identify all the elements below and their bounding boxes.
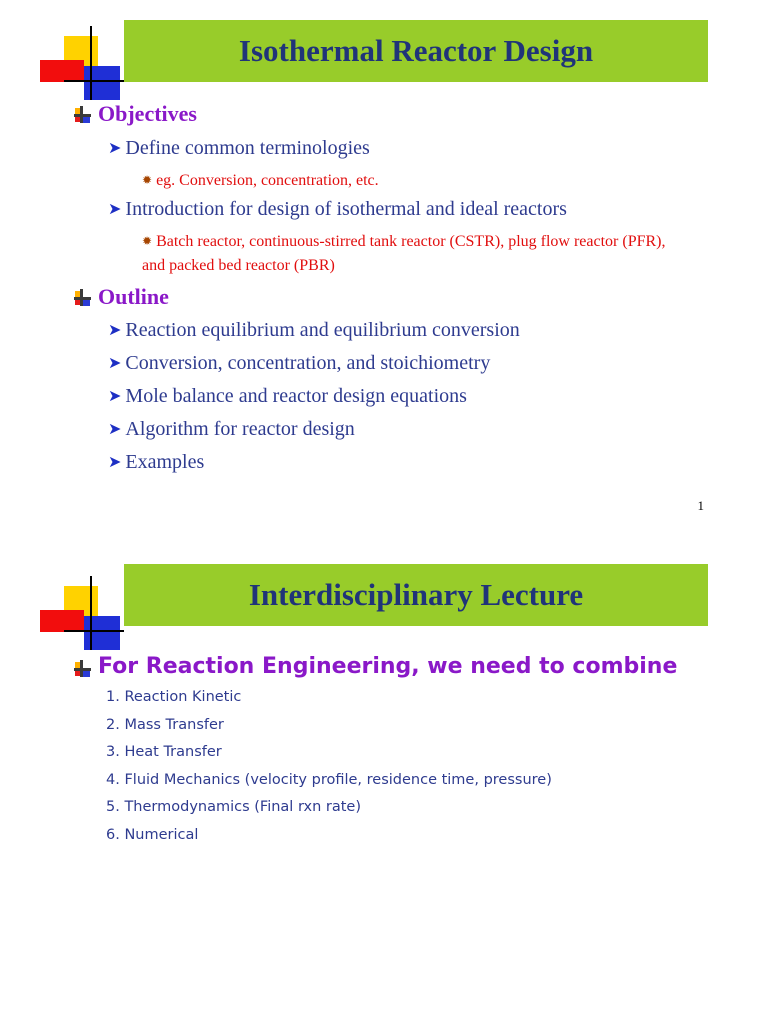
list-item: 6. Numerical — [106, 826, 199, 843]
page-number: 1 — [697, 498, 704, 513]
slide-title-text: Interdisciplinary Lecture — [248, 577, 584, 612]
outline-item-5: ➤ Examples — [108, 451, 205, 473]
mondrian-bullet-icon — [74, 106, 92, 124]
mondrian-bullet-icon — [74, 660, 92, 678]
arrow-right-icon: ➤ — [108, 355, 122, 372]
outline-item-4: ➤ Algorithm for reactor design — [108, 418, 355, 440]
mondrian-logo-icon — [38, 570, 128, 650]
mondrian-bullet-icon — [74, 289, 92, 307]
arrow-right-icon: ➤ — [108, 388, 122, 405]
objective-item-1: ➤ Define common terminologies — [108, 137, 370, 159]
outline-heading: Outline — [98, 284, 169, 309]
burst-star-icon: ✹ — [142, 173, 153, 187]
section-heading: For Reaction Engineering, we need to combine — [98, 654, 678, 679]
objective-sub-1: ✹ eg. Conversion, concentration, etc. — [142, 169, 379, 193]
slide-2 — [0, 550, 768, 1024]
list-item: 3. Heat Transfer — [106, 744, 222, 760]
objective-item-2: ➤ Introduction for design of isothermal and ideal reactors — [108, 198, 567, 220]
numbered-list — [106, 684, 552, 849]
arrow-right-icon: ➤ — [108, 201, 122, 218]
arrow-right-icon: ➤ — [108, 421, 122, 438]
outline-item-2: ➤ Conversion, concentration, and stoichiometry — [108, 352, 491, 374]
list-item: 2. Mass Transfer — [106, 716, 224, 733]
slide-title — [124, 564, 708, 626]
slide-title — [124, 20, 708, 82]
list-item: 1. Reaction Kinetic — [106, 689, 242, 705]
outline-item-1: ➤ Reaction equilibrium and equilibrium conversion — [108, 319, 520, 341]
list-item: 5. Thermodynamics (Final rxn rate) — [106, 799, 362, 815]
list-item: 4. Fluid Mechanics (velocity profile, residence time, pressure) — [106, 771, 552, 788]
mondrian-logo-icon — [38, 20, 128, 100]
burst-star-icon: ✹ — [142, 234, 153, 248]
slide-title-text: Isothermal Reactor Design — [238, 33, 594, 68]
arrow-right-icon: ➤ — [108, 140, 122, 157]
arrow-right-icon: ➤ — [108, 322, 122, 339]
outline-item-3: ➤ Mole balance and reactor design equations — [108, 385, 467, 407]
objective-sub-2: ✹ Batch reactor, continuous-stirred tank reactor (CSTR), plug flow reactor (PFR), and packed bed reactor (PBR) — [142, 230, 672, 277]
arrow-right-icon: ➤ — [108, 454, 122, 471]
objectives-heading: Objectives — [98, 101, 197, 126]
